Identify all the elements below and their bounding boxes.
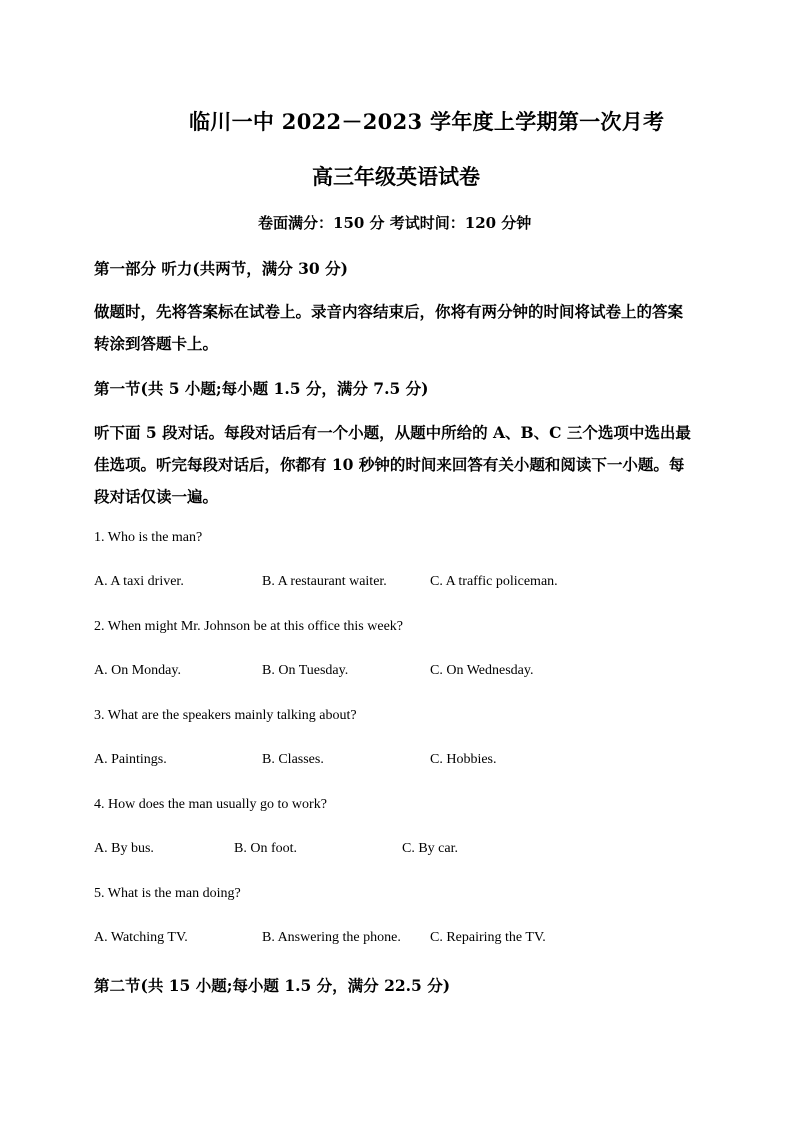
exam-title: 临川一中 2022－2023 学年度上学期第一次月考 (189, 109, 665, 134)
section2-heading: 第二节(共 15 小题;每小题 1.5 分，满分 22.5 分) (94, 976, 451, 995)
question-4-stem: 4. How does the man usually go to work? (94, 797, 327, 812)
question-5-stem: 5. What is the man doing? (94, 886, 241, 901)
section1-instruction-line3: 段对话仅读一遍。 (94, 487, 219, 506)
exam-subtitle: 高三年级英语试卷 (312, 164, 480, 189)
section1-heading: 第一节(共 5 小题;每小题 1.5 分，满分 7.5 分) (94, 379, 429, 398)
section1-instruction-line2: 佳选项。听完每段对话后，你都有 10 秒钟的时间来回答有关小题和阅读下一小题。每 (94, 455, 685, 474)
question-3-option-c: C. Hobbies. (430, 752, 497, 767)
question-1-stem: 1. Who is the man? (94, 530, 203, 545)
question-2-option-b: B. On Tuesday. (262, 663, 349, 678)
question-5-option-c: C. Repairing the TV. (430, 930, 546, 945)
question-5-option-b: B. Answering the phone. (262, 930, 401, 945)
question-2-option-c: C. On Wednesday. (430, 663, 534, 678)
question-3-option-b: B. Classes. (262, 752, 324, 767)
part1-heading: 第一部分 听力(共两节，满分 30 分) (94, 259, 348, 278)
question-4-option-a: A. By bus. (94, 841, 154, 856)
question-1-option-a: A. A taxi driver. (94, 574, 184, 589)
question-4-option-b: B. On foot. (234, 841, 297, 856)
question-3-option-a: A. Paintings. (94, 752, 167, 767)
exam-info: 卷面满分：150 分 考试时间：120 分钟 (258, 214, 532, 232)
part1-instruction-line2: 转涂到答题卡上。 (94, 334, 219, 353)
part1-instruction-line1: 做题时，先将答案标在试卷上。录音内容结束后，你将有两分钟的时间将试卷上的答案 (94, 302, 684, 321)
question-3-stem: 3. What are the speakers mainly talking about? (94, 708, 357, 723)
question-2-option-a: A. On Monday. (94, 663, 181, 678)
section1-instruction-line1: 听下面 5 段对话。每段对话后有一个小题，从题中所给的 A、B、C 三个选项中选出最 (94, 423, 691, 442)
question-5-option-a: A. Watching TV. (94, 930, 188, 945)
question-1-option-c: C. A traffic policeman. (430, 574, 558, 589)
question-4-option-c: C. By car. (402, 841, 458, 856)
question-1-option-b: B. A restaurant waiter. (262, 574, 387, 589)
question-2-stem: 2. When might Mr. Johnson be at this office this week? (94, 619, 403, 634)
